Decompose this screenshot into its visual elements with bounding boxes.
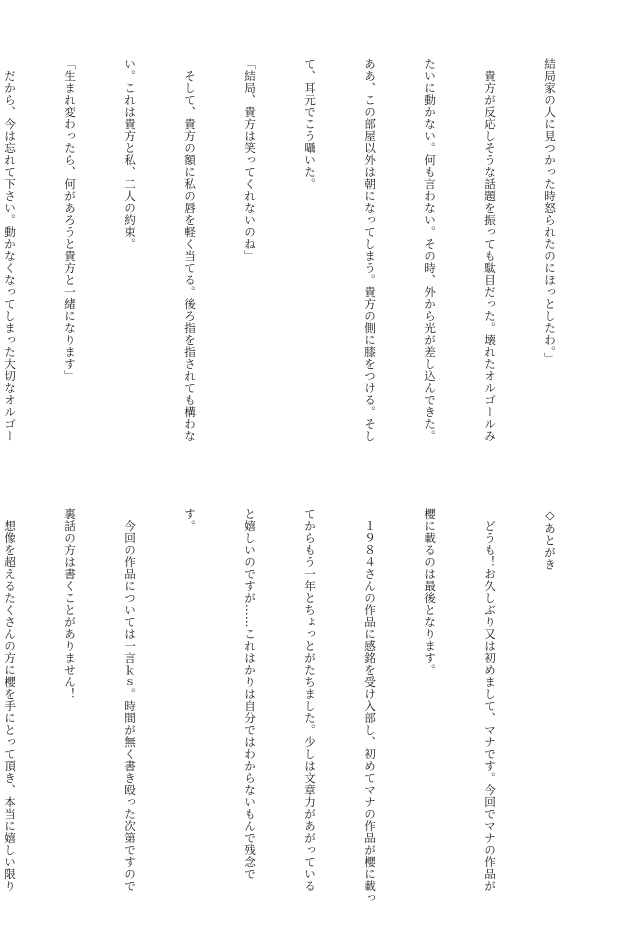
story-line: 貴方が反応しそうな話題を振っても駄目だった。壊れたオルゴールみ	[483, 58, 497, 442]
story-line: だから、今は忘れて下さい。動かなくなってしまった大切なオルゴー	[3, 58, 17, 442]
afterword-text-block	[3, 508, 600, 904]
story-line: 「生まれ変わったら、何があろうと貴方と一緒になります」	[63, 58, 77, 382]
afterword-line: と嬉しいのですが……これはかりは自分ではわからないもんで残念で	[243, 508, 257, 880]
story-line: 結局家の人に見つかった時怒られたのにほっとしたわ。」	[543, 58, 557, 365]
story-line: ああ、この部屋以外は朝になってしまう。貴方の側に膝をつける。そし	[363, 58, 377, 442]
story-line: て、耳元でこう囁いた。	[303, 58, 317, 190]
afterword-line: 今回の作品については一言ｋｓ。時間が無く書き殴った次第ですので	[123, 508, 137, 892]
story-line: 「結局、貴方は笑ってくれないのね」	[243, 58, 257, 262]
story-text-block	[3, 58, 600, 442]
story-line: い。これは貴方と私、二人の約束。	[123, 58, 137, 250]
afterword-line: １９８４さんの作品に感銘を受け入部し、初めてマナの作品が櫻に載っ	[363, 508, 377, 904]
afterword-line: どうも！お久しぶり又は初めまして、マナです。今回でマナの作品が	[483, 508, 497, 892]
afterword-line: てからもう一年とちょっとがたちました。少しは文章力があがっている	[303, 508, 317, 892]
afterword-line: 想像を超えるたくさんの方に櫻を手にとって頂き、本当に嬉しい限り	[3, 508, 17, 892]
story-line: そして、貴方の額に私の唇を軽く当てる。後ろ指を指されても構わな	[183, 58, 197, 442]
afterword-heading: ◇あとがき	[543, 508, 557, 571]
afterword-line: 裏話の方は書くことがありません！	[63, 508, 77, 700]
afterword-line: す。	[183, 508, 197, 532]
afterword-line: 櫻に載るのは最後となります。	[423, 508, 437, 676]
story-line: たいに動かない。何も言わない。その時、外から光が差し込んできた。	[423, 58, 437, 442]
